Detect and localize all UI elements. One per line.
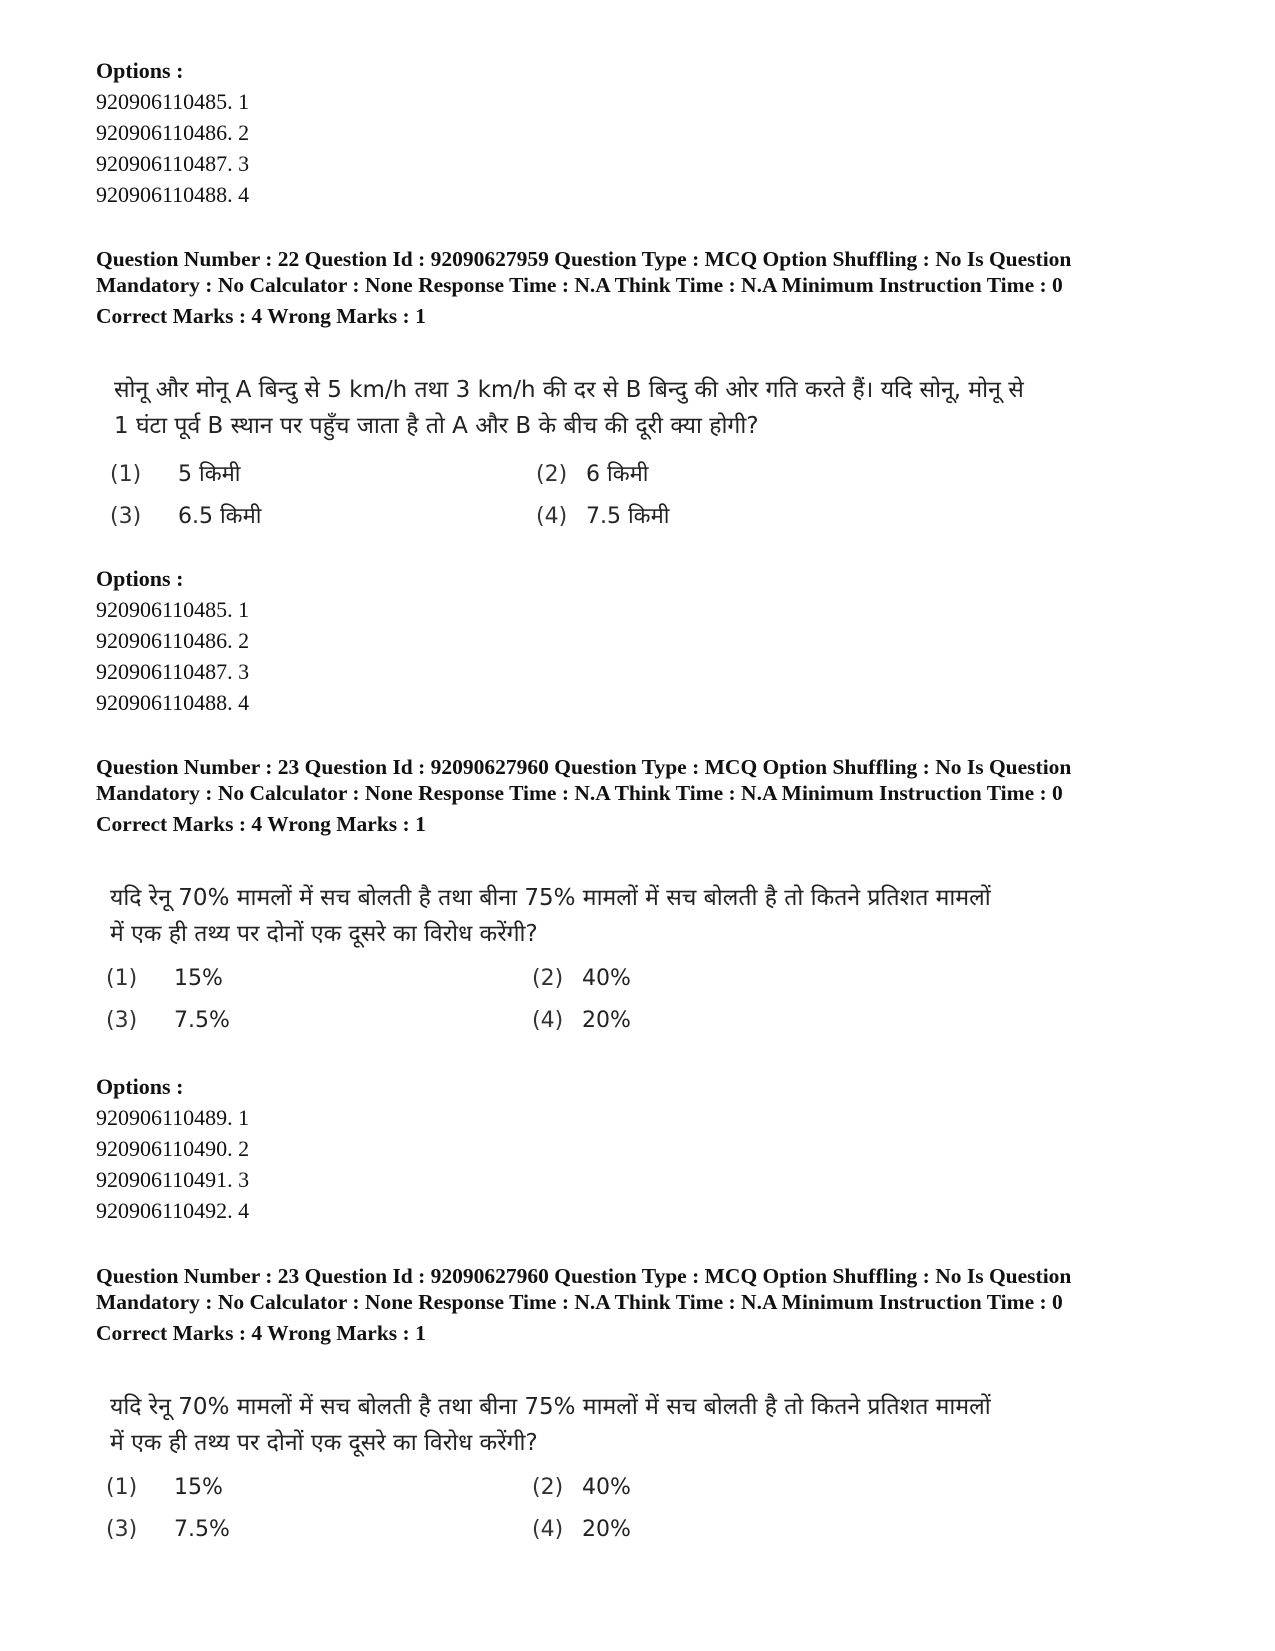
option-line: 920906110490. 2 — [96, 1136, 250, 1161]
choice-number: (1) — [110, 462, 142, 487]
answer-choices — [106, 966, 1046, 1054]
question-meta-23 — [96, 754, 1186, 837]
options-heading: Options : — [96, 566, 184, 591]
answer-choice — [106, 1475, 223, 1500]
meta-line: Mandatory : No Calculator : None Response Time : N.A Think Time : N.A Minimum Instruction Time : 0 — [96, 781, 1063, 805]
choice-text: 7.5 किमी — [586, 504, 670, 529]
choice-text: 20% — [582, 1517, 631, 1542]
choice-text: 6.5 किमी — [178, 504, 262, 529]
answer-choice — [536, 500, 669, 530]
options-block-23 — [96, 1071, 1186, 1226]
question-body-23-repeat — [106, 1389, 1046, 1563]
question-body-22 — [110, 372, 1050, 546]
choice-text: 40% — [582, 966, 631, 991]
choice-number: (1) — [106, 1475, 138, 1500]
choice-number: (2) — [536, 462, 568, 487]
answer-choice — [532, 1517, 631, 1542]
meta-line: Question Number : 23 Question Id : 92090627960 Question Type : MCQ Option Shuffling : No Is Question — [96, 1264, 1072, 1288]
choice-number: (4) — [532, 1008, 564, 1033]
options-heading: Options : — [96, 1074, 184, 1099]
meta-line: Question Number : 23 Question Id : 92090627960 Question Type : MCQ Option Shuffling : No Is Question — [96, 755, 1072, 779]
options-block-22 — [96, 563, 1186, 718]
answer-choice — [532, 966, 631, 991]
answer-choice — [532, 1008, 631, 1033]
option-line: 920906110487. 3 — [96, 659, 250, 684]
options-block-top — [96, 55, 1186, 210]
marks-line: Correct Marks : 4 Wrong Marks : 1 — [96, 812, 426, 836]
question-text — [110, 372, 1050, 444]
choice-number: (4) — [536, 504, 568, 529]
choice-number: (3) — [110, 504, 142, 529]
option-line: 920906110487. 3 — [96, 151, 250, 176]
meta-line: Question Number : 22 Question Id : 92090627959 Question Type : MCQ Option Shuffling : No Is Question — [96, 247, 1072, 271]
answer-choice — [106, 966, 223, 991]
question-text-line: यदि रेनू 70% मामलों में सच बोलती है तथा बीना 75% मामलों में सच बोलती है तो कितने प्रतिशत मामलों — [110, 1394, 991, 1420]
choice-number: (3) — [106, 1008, 138, 1033]
answer-choice — [110, 500, 261, 530]
choice-number: (2) — [532, 1475, 564, 1500]
marks-line: Correct Marks : 4 Wrong Marks : 1 — [96, 1321, 426, 1345]
option-line: 920906110489. 1 — [96, 1105, 250, 1130]
answer-choice — [532, 1475, 631, 1500]
question-text — [106, 1389, 1046, 1461]
meta-line: Mandatory : No Calculator : None Response Time : N.A Think Time : N.A Minimum Instruction Time : 0 — [96, 273, 1063, 297]
choice-number: (3) — [106, 1517, 138, 1542]
answer-choice — [106, 1517, 230, 1542]
question-text — [106, 880, 1046, 952]
meta-line: Mandatory : No Calculator : None Response Time : N.A Think Time : N.A Minimum Instruction Time : 0 — [96, 1290, 1063, 1314]
choice-text: 7.5% — [174, 1517, 230, 1542]
question-text-line: यदि रेनू 70% मामलों में सच बोलती है तथा बीना 75% मामलों में सच बोलती है तो कितने प्रतिशत मामलों — [110, 885, 991, 911]
option-line: 920906110485. 1 — [96, 597, 250, 622]
answer-choices — [110, 458, 1050, 546]
option-line: 920906110486. 2 — [96, 120, 250, 145]
choice-number: (4) — [532, 1517, 564, 1542]
choice-text: 6 किमी — [586, 462, 649, 487]
answer-choice — [110, 458, 240, 488]
choice-text: 20% — [582, 1008, 631, 1033]
option-line: 920906110488. 4 — [96, 182, 250, 207]
question-meta-22 — [96, 246, 1186, 329]
question-text-line: में एक ही तथ्य पर दोनों एक दूसरे का विरोध करेंगी? — [110, 1430, 538, 1456]
question-text-line: सोनू और मोनू A बिन्दु से 5 km/h तथा 3 km/h की दर से B बिन्दु की ओर गति करते हैं। यदि सोनू, मोनू से — [114, 377, 1024, 403]
answer-choice — [536, 458, 648, 488]
choice-text: 5 किमी — [178, 462, 241, 487]
marks-line: Correct Marks : 4 Wrong Marks : 1 — [96, 304, 426, 328]
choice-text: 15% — [174, 1475, 223, 1500]
question-text-line: में एक ही तथ्य पर दोनों एक दूसरे का विरोध करेंगी? — [110, 921, 538, 947]
choice-text: 40% — [582, 1475, 631, 1500]
question-text-line: 1 घंटा पूर्व B स्थान पर पहुँच जाता है तो A और B के बीच की दूरी क्या होगी? — [114, 413, 759, 439]
option-line: 920906110486. 2 — [96, 628, 250, 653]
options-heading: Options : — [96, 58, 184, 83]
choice-text: 15% — [174, 966, 223, 991]
option-line: 920906110491. 3 — [96, 1167, 250, 1192]
choice-text: 7.5% — [174, 1008, 230, 1033]
option-line: 920906110492. 4 — [96, 1198, 250, 1223]
answer-choice — [106, 1008, 230, 1033]
choice-number: (1) — [106, 966, 138, 991]
question-body-23 — [106, 880, 1046, 1054]
option-line: 920906110488. 4 — [96, 690, 250, 715]
option-line: 920906110485. 1 — [96, 89, 250, 114]
answer-choices — [106, 1475, 1046, 1563]
choice-number: (2) — [532, 966, 564, 991]
question-meta-23-repeat — [96, 1263, 1186, 1346]
